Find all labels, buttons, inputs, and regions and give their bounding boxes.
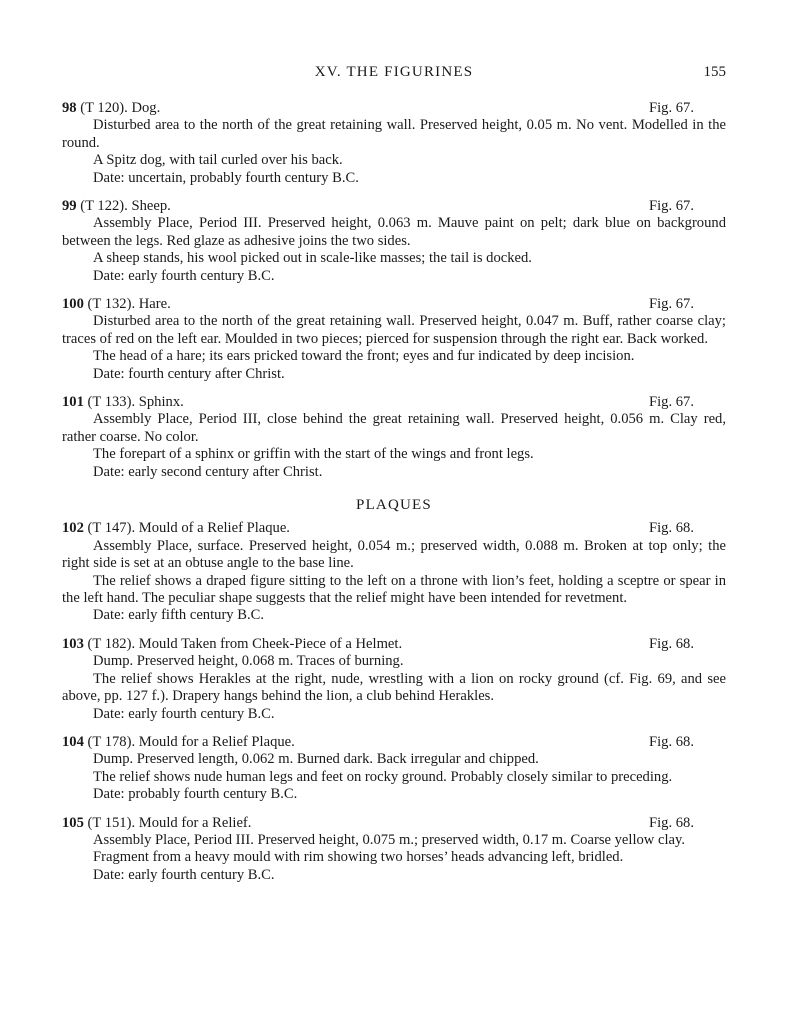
entry-figure-ref: Fig. 68.	[648, 733, 694, 750]
entry-date: Date: early fourth century B.C.	[93, 705, 275, 722]
entry-heading	[62, 520, 726, 537]
catalog-entry	[62, 394, 726, 481]
entry-title: Dog.	[131, 100, 161, 116]
entry-paragraph: Dump. Preserved height, 0.068 m. Traces of burning.	[93, 653, 404, 670]
entry-number: 103	[62, 635, 84, 652]
catalog-entry	[62, 734, 726, 804]
chapter-title: XV. THE FIGURINES	[314, 64, 474, 80]
catalog-entry	[62, 815, 726, 885]
catalog-entry	[62, 198, 726, 285]
catalog-entry	[62, 636, 726, 723]
entry-number: 104	[62, 733, 84, 750]
entry-inventory: (T 120).	[80, 100, 128, 116]
entry-figure-ref: Fig. 68.	[648, 814, 694, 831]
entry-figure-ref: Fig. 68.	[648, 635, 694, 652]
entry-title: Mould of a Relief Plaque.	[138, 520, 290, 537]
entry-date: Date: fourth century after Christ.	[93, 365, 285, 382]
entry-title: Sphinx.	[138, 394, 184, 411]
entry-paragraph: Assembly Place, Period III, close behind the great retaining wall. Preserved height, 0.056 m. Clay red, rather coarse. No color.	[62, 411, 726, 445]
entry-paragraph: Disturbed area to the north of the great retaining wall. Preserved height, 0.047 m. Buff, rather coarse clay; traces of red on the left ear. Moulded in two pieces; pierced for suspension through the right ear. Back worked.	[62, 313, 726, 347]
entry-heading	[62, 394, 726, 411]
entry-date: Date: early fifth century B.C.	[93, 607, 265, 624]
entry-title: Mould Taken from Cheek-Piece of a Helmet.	[138, 635, 403, 652]
entry-date: Date: probably fourth century B.C.	[93, 786, 298, 803]
entry-heading	[62, 636, 726, 653]
entry-figure-ref: Fig. 67.	[648, 100, 694, 116]
entry-number: 102	[62, 520, 84, 537]
entry-inventory: (T 132).	[87, 296, 136, 313]
entry-paragraph: Dump. Preserved length, 0.062 m. Burned dark. Back irregular and chipped.	[93, 751, 539, 768]
catalog-entry	[62, 100, 726, 187]
entry-title: Mould for a Relief.	[138, 814, 252, 831]
entry-date: Date: early fourth century B.C.	[93, 866, 275, 883]
entry-inventory: (T 133).	[87, 394, 136, 411]
entry-heading	[62, 734, 726, 751]
entry-inventory: (T 122).	[80, 198, 128, 215]
entry-paragraph: Fragment from a heavy mould with rim showing two horses’ heads advancing left, bridled.	[93, 849, 624, 866]
entry-paragraph: Assembly Place, Period III. Preserved height, 0.075 m.; preserved width, 0.17 m. Coarse yellow clay.	[93, 831, 685, 848]
entry-number: 105	[62, 814, 84, 831]
entry-paragraph: The relief shows nude human legs and feet on rocky ground. Probably closely similar to preceding.	[93, 768, 673, 785]
entry-number: 100	[62, 296, 84, 313]
entry-inventory: (T 182).	[87, 635, 136, 652]
entry-inventory: (T 147).	[87, 520, 136, 537]
catalog-entry	[62, 296, 726, 383]
entry-heading	[62, 100, 726, 117]
entry-date: Date: early fourth century B.C.	[93, 267, 275, 284]
entry-paragraph: The head of a hare; its ears pricked toward the front; eyes and fur indicated by deep incision.	[93, 348, 635, 365]
section-heading: PLAQUES	[356, 497, 432, 514]
entry-number: 98	[62, 100, 77, 116]
entry-title: Hare.	[138, 296, 171, 313]
entry-number: 99	[62, 198, 77, 215]
entry-figure-ref: Fig. 67.	[648, 296, 694, 313]
entry-paragraph: A Spitz dog, with tail curled over his back.	[93, 152, 343, 169]
entry-paragraph: Disturbed area to the north of the great retaining wall. Preserved height, 0.05 m. No vent. Modelled in the round.	[62, 117, 726, 151]
entry-date: Date: early second century after Christ.	[93, 463, 323, 480]
page-body	[62, 100, 726, 895]
entry-heading	[62, 815, 726, 832]
entry-title: Sheep.	[131, 198, 171, 215]
entry-figure-ref: Fig. 67.	[648, 394, 694, 411]
entry-paragraph: The relief shows a draped figure sitting to the left on a throne with lion’s feet, holding a sceptre or spear in the left hand. The peculiar shape suggests that the relief might have been intended for revetment.	[62, 572, 726, 607]
entry-paragraph: Assembly Place, Period III. Preserved height, 0.063 m. Mauve paint on pelt; dark blue on background between the legs. Red glaze as adhesive joins the two sides.	[62, 215, 726, 249]
entry-figure-ref: Fig. 68.	[648, 520, 694, 537]
entry-figure-ref: Fig. 67.	[648, 198, 694, 215]
entry-heading	[62, 296, 726, 313]
page-number: 155	[703, 64, 726, 80]
entry-paragraph: Assembly Place, surface. Preserved height, 0.054 m.; preserved width, 0.088 m. Broken at top only; the right side is set at an obtuse angle to the base line.	[62, 537, 726, 572]
entry-title: Mould for a Relief Plaque.	[138, 733, 295, 750]
entry-inventory: (T 151).	[87, 814, 136, 831]
catalog-entry	[62, 520, 726, 624]
entry-paragraph: The forepart of a sphinx or griffin with the start of the wings and front legs.	[93, 446, 534, 463]
entry-inventory: (T 178).	[87, 733, 136, 750]
figurine-entries	[62, 100, 726, 481]
entry-date: Date: uncertain, probably fourth century B.C.	[93, 169, 359, 186]
entry-paragraph: The relief shows Herakles at the right, nude, wrestling with a lion on rocky ground (cf. Fig. 69, and see above, pp. 127 f.). Drapery hangs behind the lion, a club behind Herakles.	[62, 670, 726, 705]
plaque-entries	[62, 520, 726, 884]
entry-number: 101	[62, 394, 84, 411]
entry-paragraph: A sheep stands, his wool picked out in scale-like masses; the tail is docked.	[93, 250, 532, 267]
running-head	[62, 64, 726, 86]
entry-heading	[62, 198, 726, 215]
